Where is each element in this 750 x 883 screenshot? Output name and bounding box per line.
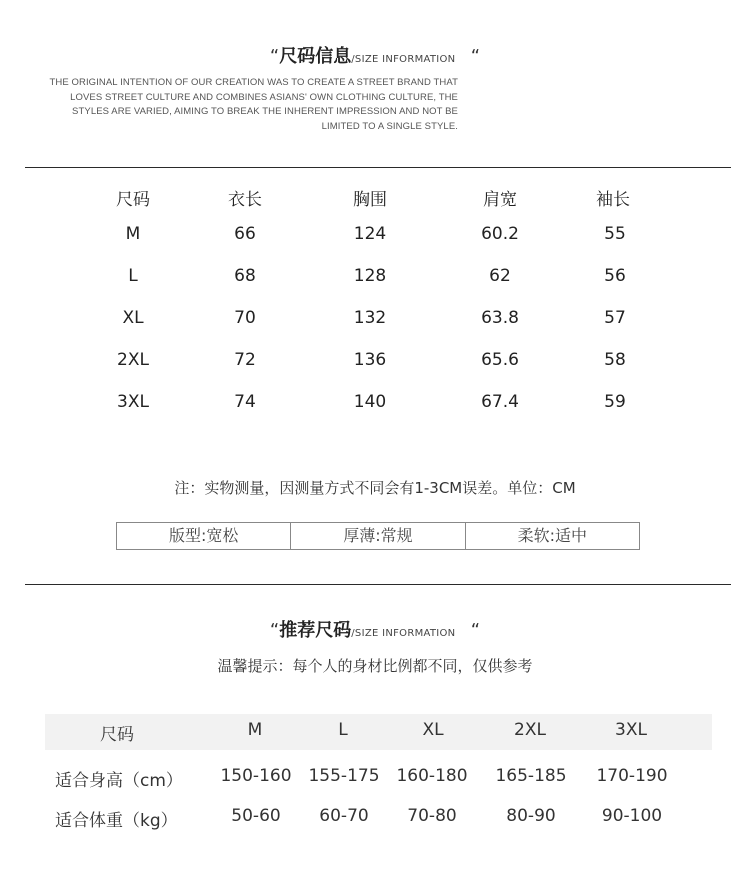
size-table-cell: 60.2 [481, 224, 519, 244]
recommend-header: M [247, 720, 263, 740]
size-info-title-en: /SIZE INFORMATION [351, 54, 456, 65]
divider [25, 584, 731, 585]
open-quote: “ [269, 46, 280, 67]
size-table-cell: 128 [353, 266, 387, 286]
size-table-cell: 62 [489, 266, 511, 286]
recommend-cell: 70-80 [407, 806, 457, 826]
recommend-title-en: /SIZE INFORMATION [351, 628, 456, 639]
recommend-header: 3XL [615, 720, 647, 740]
size-table-cell: 55 [604, 224, 626, 244]
open-quote: “ [269, 620, 280, 641]
size-table-cell: 68 [234, 266, 256, 286]
property-fit: 版型:宽松 [117, 523, 291, 549]
recommend-cell: 165-185 [495, 766, 567, 786]
size-info-title [0, 42, 750, 68]
recommend-cell: 60-70 [319, 806, 369, 826]
size-table-cell: 3XL [117, 392, 149, 412]
size-table-cell: 70 [234, 308, 256, 328]
size-table-cell: 56 [604, 266, 626, 286]
size-table-cell: 67.4 [481, 392, 519, 412]
recommend-cell: 90-100 [601, 806, 663, 826]
size-table-header: 肩宽 [483, 190, 517, 210]
size-table-cell: 132 [353, 308, 387, 328]
recommend-cell: 150-160 [220, 766, 292, 786]
size-table-cell: 74 [234, 392, 256, 412]
recommend-size-title [0, 616, 750, 642]
property-softness: 柔软:适中 [517, 526, 588, 545]
divider [25, 167, 731, 168]
size-table-cell: XL [122, 308, 144, 328]
size-table-header: 胸围 [353, 190, 387, 210]
recommend-title-cn: 推荐尺码 [279, 620, 352, 641]
size-table-cell: 140 [353, 392, 387, 412]
weight-row-label: 适合体重（kg） [55, 811, 178, 831]
intro-line: STYLES ARE VARIED, AIMING TO BREAK THE INHERENT IMPRESSION AND NOT BE [72, 106, 458, 117]
recommend-cell: 50-60 [231, 806, 281, 826]
size-table-cell: L [128, 266, 138, 286]
measurement-note: 注：实物测量，因测量方式不同会有1-3CM误差。单位：CM [174, 479, 576, 497]
size-table-cell: 66 [234, 224, 256, 244]
recommend-header: XL [422, 720, 444, 740]
size-table-header: 尺码 [116, 190, 150, 210]
size-table-cell: 57 [604, 308, 626, 328]
size-table-cell: 58 [604, 350, 626, 370]
intro-line: THE ORIGINAL INTENTION OF OUR CREATION WAS TO CREATE A STREET BRAND THAT [49, 77, 458, 88]
reference-tip: 温馨提示：每个人的身材比例都不同，仅供参考 [217, 657, 533, 675]
brand-intro-text [18, 76, 458, 134]
close-quote: “ [470, 620, 481, 641]
intro-line: LOVES STREET CULTURE AND COMBINES ASIANS' OWN CLOTHING CULTURE, THE [70, 91, 458, 103]
recommend-cell: 155-175 [308, 766, 380, 786]
size-info-title-cn: 尺码信息 [279, 46, 352, 67]
size-table-cell: 59 [604, 392, 626, 412]
recommend-header: 2XL [514, 720, 546, 740]
size-table-cell: 65.6 [481, 350, 519, 370]
recommend-header: 尺码 [100, 725, 134, 745]
close-quote: “ [470, 46, 481, 67]
size-table-header: 袖长 [596, 190, 630, 210]
recommend-cell: 160-180 [396, 766, 468, 786]
property-thickness: 厚薄:常规 [291, 523, 465, 549]
recommend-cell: 80-90 [506, 806, 556, 826]
size-table-cell: 124 [353, 224, 387, 244]
fabric-properties [116, 522, 640, 550]
size-table-cell: 72 [234, 350, 256, 370]
recommend-cell: 170-190 [596, 766, 668, 786]
size-table-cell: M [125, 224, 141, 244]
recommend-header: L [338, 720, 348, 740]
size-table-cell: 2XL [117, 350, 149, 370]
height-row-label: 适合身高（cm） [55, 771, 183, 791]
intro-line: LIMITED TO A SINGLE STYLE. [321, 120, 458, 132]
size-table-header: 衣长 [228, 190, 262, 210]
size-table-cell: 136 [353, 350, 387, 370]
size-table-cell: 63.8 [481, 308, 519, 328]
